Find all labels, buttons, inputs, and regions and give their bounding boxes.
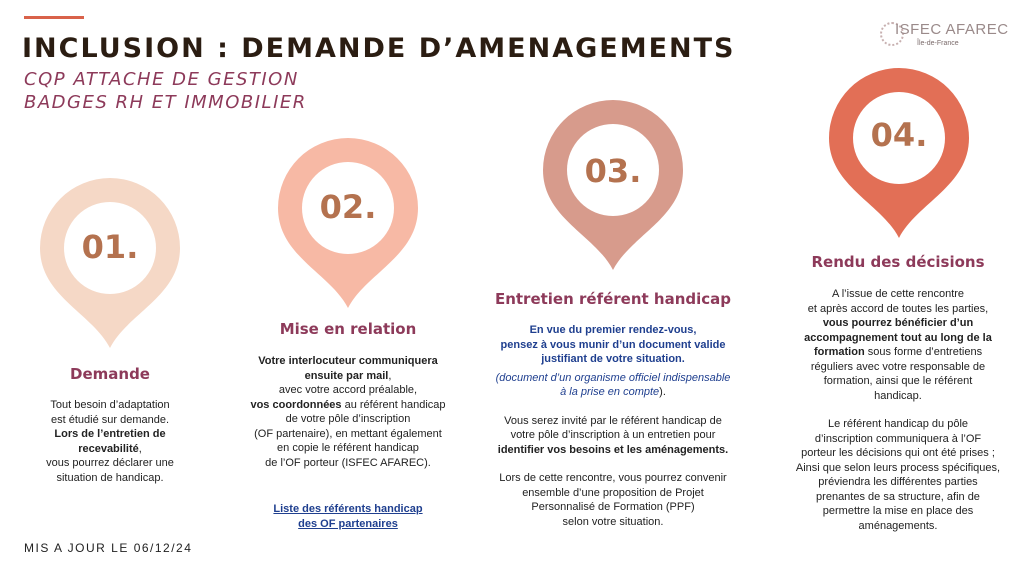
isfec-afarec-logo: [880, 20, 1009, 50]
step-1-title: Demande: [70, 365, 150, 383]
step-2-number: 02.: [319, 188, 377, 226]
step-1-pin: [40, 178, 180, 348]
subtitle-line-2: BADGES RH ET IMMOBILIER: [24, 92, 307, 113]
logo-subtext: Île-de-France: [917, 40, 959, 47]
step-3-pin: [543, 100, 683, 270]
partner-referents-link[interactable]: Liste des référents handicap des OF partenaires: [273, 503, 423, 530]
step-3-text: En vue du premier rendez-vous, pensez à vous munir d’un document valide justifiant de votre situation. (document d’un organisme officiel indispensable à la prise en compte). Vous serez invité par le référent handicap de votre pôle d’inscription à un entretien pour identifier vos besoins et les aménagements. Lors de cette rencontre, vous pourrez convenir ensemble d’une proposition de Projet Personnalisé de Formation (PPF) selon votre situation.: [495, 324, 731, 528]
page-subtitle: [24, 68, 307, 114]
step-2-text: Votre interlocuteur communiquera ensuite par mail, avec votre accord préalable, vos coordonnées au référent handicap de votre pôle d’inscription (OF partenaire), en mettant également en copie le référent handicap de l’OF porteur (ISFEC AFAREC).: [250, 355, 446, 469]
step-1-number: 01.: [81, 228, 139, 266]
last-updated: MIS A JOUR LE 06/12/24: [24, 541, 193, 555]
step-4-title: Rendu des décisions: [811, 253, 985, 271]
step-4-number: 04.: [870, 116, 928, 154]
step-4-text: A l’issue de cette rencontre et après accord de toutes les parties, vous pourrez bénéficier d’un accompagnement tout au long de la formation sous forme d’entretiens réguliers avec votre responsable de formation, ainsi que le référent handicap. Le référent handicap du pôle d’inscription communiquera à l’OF porteur les décisions qui ont été prises ; Ainsi que selon leurs process spécifiques, préviendra les différentes parties prenantes de sa structure, afin de permettre la mise en place des aménagements.: [795, 288, 1001, 532]
step-3-number: 03.: [584, 152, 642, 190]
step-3-title: Entretien référent handicap: [494, 290, 732, 308]
page-title: INCLUSION : DEMANDE D’AMENAGEMENTS: [22, 33, 736, 64]
step-1-text: Tout besoin d’adaptation est étudié sur demande. Lors de l’entretien de recevabilité, vous pourrez déclarer une situation de handicap.: [46, 399, 174, 484]
accent-line: [24, 16, 84, 19]
subtitle-line-1: CQP ATTACHE DE GESTION: [24, 69, 299, 90]
logo-text: ISFEC AFAREC: [895, 21, 1009, 38]
step-2-pin: [278, 138, 418, 308]
step-2-title: Mise en relation: [279, 320, 417, 338]
step-4-pin: [829, 68, 969, 238]
